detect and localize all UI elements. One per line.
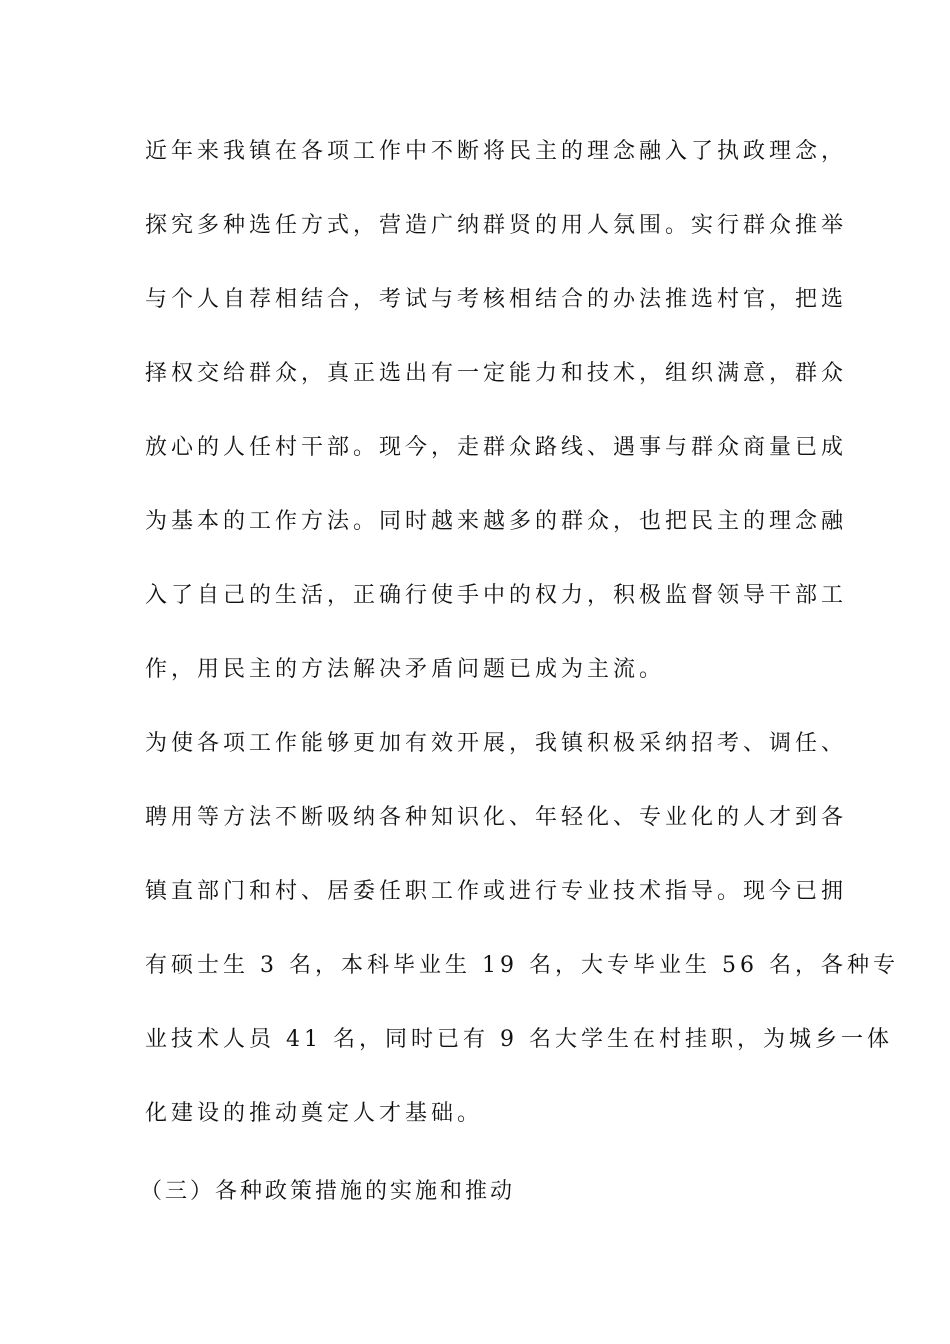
section-heading: （三）各种政策措施的实施和推动 [140,1179,516,1204]
text-line: 探究多种选任方式，营造广纳群贤的用人氛围。实行群众推举 [145,213,848,238]
text-line: 有硕士生 3 名，本科毕业生 19 名，大专毕业生 56 名，各种专 [145,953,899,978]
text-line: 入了自己的生活，正确行使手中的权力，积极监督领导干部工 [145,583,848,608]
text-line: 近年来我镇在各项工作中不断将民主的理念融入了执政理念， [145,139,848,164]
text-line: 为基本的工作方法。同时越来越多的群众，也把民主的理念融 [145,509,848,534]
text-line: 聘用等方法不断吸纳各种知识化、年轻化、专业化的人才到各 [145,805,848,830]
text-line: 择权交给群众，真正选出有一定能力和技术，组织满意，群众 [145,361,848,386]
text-line: 放心的人任村干部。现今，走群众路线、遇事与群众商量已成 [145,435,848,460]
text-line: 业技术人员 41 名，同时已有 9 名大学生在村挂职，为城乡一体 [145,1027,893,1052]
text-line: 为使各项工作能够更加有效开展，我镇积极采纳招考、调任、 [145,731,848,756]
text-line: 作，用民主的方法解决矛盾问题已成为主流。 [145,657,666,682]
text-line: 与个人自荐相结合，考试与考核相结合的办法推选村官，把选 [145,287,848,312]
text-line: 镇直部门和村、居委任职工作或进行专业技术指导。现今已拥 [145,879,848,904]
text-line: 化建设的推动奠定人才基础。 [145,1101,484,1126]
